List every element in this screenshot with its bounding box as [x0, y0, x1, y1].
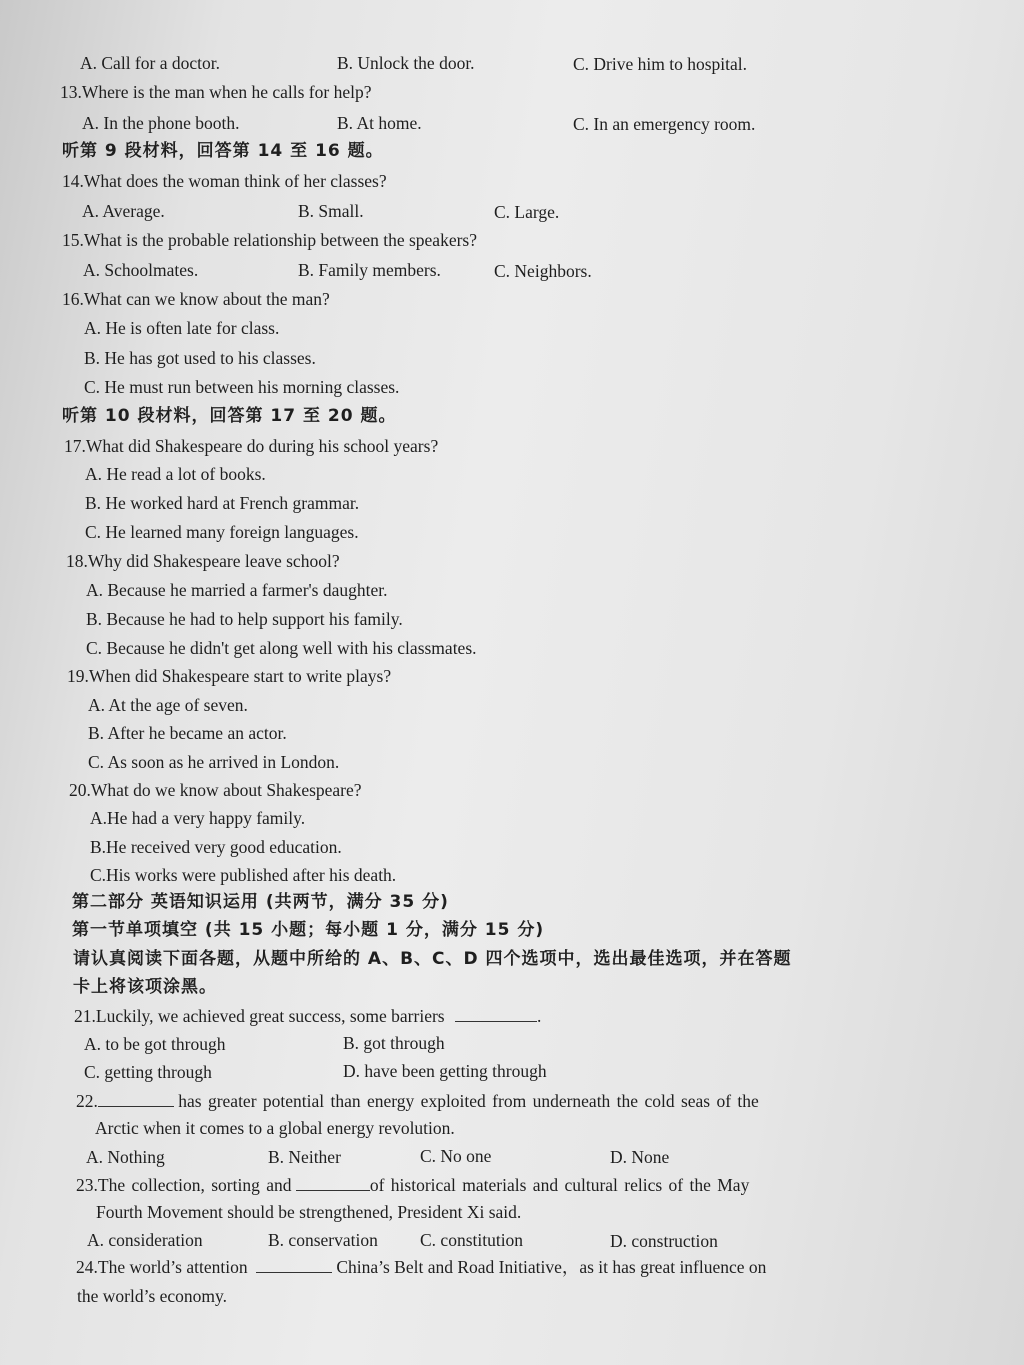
q21-option-d: D. have been getting through — [343, 1061, 547, 1081]
q21-stem-text: 21.Luckily, we achieved great success, some barriers — [74, 1006, 445, 1026]
section-10-heading: 听第 10 段材料，回答第 17 至 20 题。 — [62, 406, 397, 426]
q21-option-a: A. to be got through — [84, 1034, 226, 1054]
instructions-line-1: 请认真阅读下面各题，从题中所给的 A、B、C、D 四个选项中，选出最佳选项，并在答题 — [73, 949, 792, 969]
q14-stem: 14.What does the woman think of her classes? — [62, 171, 387, 191]
q23-stem-end: of historical materials and cultural relics of the May — [369, 1175, 750, 1195]
q13-option-b: B. At home. — [337, 113, 422, 133]
q23-stem-line-2: Fourth Movement should be strengthened, President Xi said. — [96, 1202, 522, 1222]
q21-option-b: B. got through — [343, 1033, 445, 1053]
q20-option-b: B.He received very good education. — [90, 837, 342, 857]
q22-option-a: A. Nothing — [86, 1147, 165, 1167]
q15-option-b: B. Family members. — [298, 260, 441, 280]
q21-stem — [74, 1005, 541, 1027]
q14-option-c: C. Large. — [494, 202, 560, 222]
part-2-heading: 第二部分 英语知识运用 (共两节，满分 35 分) — [72, 892, 449, 912]
q16-stem: 16.What can we know about the man? — [62, 289, 330, 309]
q13-stem: 13.Where is the man when he calls for help? — [60, 82, 372, 102]
q17-option-c: C. He learned many foreign languages. — [85, 522, 359, 542]
q14-option-a: A. Average. — [82, 201, 165, 221]
q22-option-d: D. None — [610, 1147, 670, 1167]
q24-stem-line-1 — [76, 1256, 766, 1278]
q21-option-c: C. getting through — [84, 1062, 212, 1082]
q24-stem-line-2: the world’s economy. — [77, 1286, 228, 1306]
q23-option-c: C. constitution — [420, 1230, 524, 1250]
q17-option-b: B. He worked hard at French grammar. — [85, 493, 360, 513]
q20-option-c: C.His works were published after his death. — [90, 865, 397, 885]
q22-answer-blank — [98, 1092, 174, 1107]
q16-option-c: C. He must run between his morning classes. — [84, 377, 400, 397]
q16-option-b: B. He has got used to his classes. — [84, 348, 316, 368]
q22-stem-line-2: Arctic when it comes to a global energy revolution. — [95, 1118, 455, 1138]
q22-option-b: B. Neither — [268, 1147, 341, 1167]
q20-stem: 20.What do we know about Shakespeare? — [69, 780, 362, 800]
q23-option-a: A. consideration — [87, 1230, 203, 1250]
q12-option-c: C. Drive him to hospital. — [573, 54, 748, 74]
section-9-heading: 听第 9 段材料，回答第 14 至 16 题。 — [62, 141, 384, 161]
q19-option-a: A. At the age of seven. — [88, 695, 248, 715]
q15-option-c: C. Neighbors. — [494, 261, 592, 281]
q19-stem: 19.When did Shakespeare start to write plays? — [67, 666, 392, 686]
q12-option-b: B. Unlock the door. — [337, 53, 475, 73]
q20-option-a: A.He had a very happy family. — [90, 808, 306, 828]
q16-option-a: A. He is often late for class. — [84, 318, 280, 338]
q18-stem: 18.Why did Shakespeare leave school? — [66, 551, 340, 571]
q17-option-a: A. He read a lot of books. — [85, 464, 266, 484]
q21-stem-end: . — [536, 1006, 542, 1026]
q22-stem-line-1 — [76, 1090, 759, 1112]
q23-option-d: D. construction — [610, 1231, 718, 1251]
q18-option-a: A. Because he married a farmer's daughter. — [86, 580, 388, 600]
q15-option-a: A. Schoolmates. — [83, 260, 199, 280]
q17-stem: 17.What did Shakespeare do during his school years? — [64, 436, 439, 456]
q13-option-c: C. In an emergency room. — [573, 114, 756, 134]
part-2-section-1-heading: 第一节单项填空 (共 15 小题；每小题 1 分，满分 15 分) — [72, 920, 545, 940]
q13-option-a: A. In the phone booth. — [82, 113, 240, 133]
q18-option-b: B. Because he had to help support his family. — [86, 609, 403, 629]
q19-option-b: B. After he became an actor. — [88, 723, 287, 743]
q23-option-b: B. conservation — [268, 1230, 378, 1250]
q22-number: 22. — [76, 1091, 98, 1111]
q22-stem-text: has greater potential than energy exploited from underneath the cold seas of the — [178, 1091, 759, 1111]
q18-option-c: C. Because he didn't get along well with his classmates. — [86, 638, 477, 658]
q24-stem-start: 24.The world’s attention — [76, 1257, 248, 1277]
q24-answer-blank — [256, 1258, 332, 1273]
instructions-line-2: 卡上将该项涂黑。 — [73, 977, 217, 997]
q14-option-b: B. Small. — [298, 201, 364, 221]
q22-option-c: C. No one — [420, 1146, 492, 1166]
q19-option-c: C. As soon as he arrived in London. — [88, 752, 340, 772]
q23-answer-blank — [296, 1176, 370, 1191]
q23-stem-start: 23.The collection, sorting and — [76, 1175, 292, 1195]
q12-option-a: A. Call for a doctor. — [80, 53, 220, 73]
q15-stem: 15.What is the probable relationship between the speakers? — [62, 230, 477, 250]
q24-stem-end: China’s Belt and Road Initiative，as it has great influence on — [336, 1257, 767, 1277]
q23-stem-line-1 — [76, 1174, 749, 1196]
q21-answer-blank — [455, 1007, 537, 1022]
